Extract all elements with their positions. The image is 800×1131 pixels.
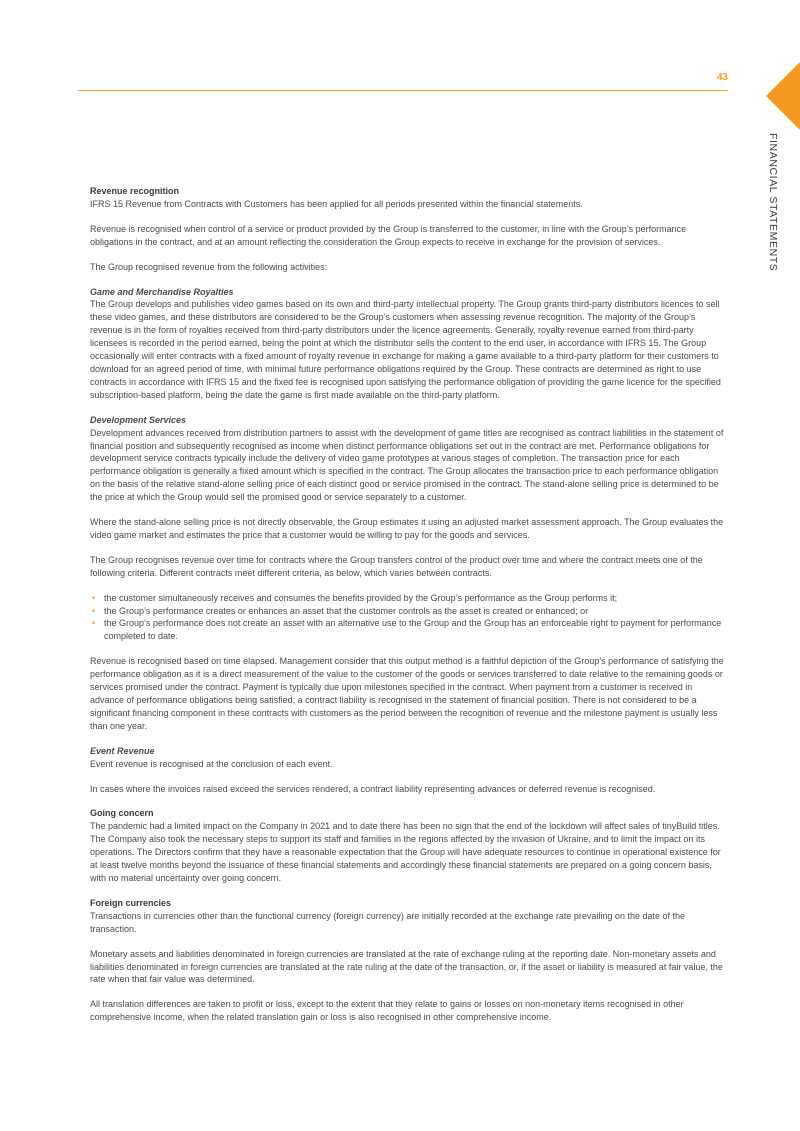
corner-flag-icon: [766, 62, 800, 130]
document-body: [90, 185, 728, 1036]
paragraph: The Group develops and publishes video games based on its own and third-party intellectual property. The Group grants third-party distributors licences to sell these video games, and these distributors are considered to be the Group’s customers when assessing revenue recognition. The majority of the Group’s revenue is in the form of royalties received from third-party distributors under the licence agreements. Generally, royalty revenue earned from third-party licensees is recorded in the period earned, being the point at which the distributor sells the content to the end user, in accordance with IFRS 15. The Group occasionally will enter contracts with a fixed amount of royalty revenue in exchange for making a game available to a third-party platform for their customers to download for an agreed period of time, with minimal future performance obligations required by the Group. These contracts are determined as right to use contracts in accordance with IFRS 15 and the fixed fee is recognised upon satisfying the performance obligation of providing the game licence for the specified subscription-based platform, being the date the game is first made available on the third-party platform.: [90, 299, 721, 400]
section-sidebar-label: FINANCIAL STATEMENTS: [767, 133, 779, 272]
paragraph: In cases where the invoices raised exceed the services rendered, a contract liability representing advances or deferred revenue is recognised.: [90, 783, 656, 794]
bullet-text: the customer simultaneously receives and consumes the benefits provided by the Group’s performance as the Group performs it;: [104, 592, 618, 603]
paragraph: Transactions in currencies other than the functional currency (foreign currency) are initially recorded at the exchange rate prevailing on the date of the transaction.: [90, 910, 685, 934]
paragraph: All translation differences are taken to profit or loss, except to the extent that they relate to gains or losses on non-monetary items recognised in other comprehensive income, when the related translation gain or loss is also recognised in other comprehensive income.: [90, 999, 684, 1023]
section-heading-foreign-currencies: Foreign currencies: [90, 897, 172, 908]
page-number: 43: [716, 72, 728, 83]
bullet-icon: •: [92, 605, 96, 616]
paragraph: Revenue is recognised based on time elapsed. Management consider that this output method is a faithful depiction of the Group’s performance of satisfying the performance obligation as it is a direct measurement of the value to the customer of the goods or services transferred to date relative to the remaining goods or services promised under the contract. Payment is typically due upon milestones specified in the contract. When payment from a customer is received in advance of performance obligations being satisfied, a contract liability is recognised in the statement of financial position. There is not considered to be a significant financing component in these contracts with customers as the period between the recognition of revenue and the milestone payment is usually less than one year.: [90, 656, 724, 731]
criteria-bullet-list: [90, 592, 728, 644]
paragraph: The Group recognises revenue over time for contracts where the Group transfers control of the product over time and where the contract meets one of the following criteria. Different contracts meet different criteria, as below, which varies between contracts.: [90, 554, 703, 578]
bullet-item: [92, 617, 728, 643]
paragraph: Revenue is recognised when control of a service or product provided by the Group is transferred to the customer, in line with the Group’s performance obligations in the contract, and at an amount reflecting the consideration the Group expects to receive in exchange for the provision of services.: [90, 223, 687, 247]
header-rule: [78, 90, 728, 91]
subheading-development-services: Development Services: [90, 414, 187, 425]
bullet-icon: •: [92, 592, 96, 603]
bullet-text: the Group’s performance creates or enhances an asset that the customer controls as the asset is created or enhanced; or: [104, 605, 589, 616]
bullet-text: the Group’s performance does not create an asset with an alternative use to the Group and the Group has an enforceable right to payment for performance completed to date.: [104, 618, 722, 642]
paragraph: The Group recognised revenue from the following activities:: [90, 261, 328, 272]
paragraph: Monetary assets and liabilities denominated in foreign currencies are translated at the rate of exchange ruling at the reporting date. Non-monetary assets and liabilities denominated in foreign currencies are translated at the rate ruling at the date of the transaction, or, if the asset or liability is measured at fair value, the rate when that fair value was determined.: [90, 948, 723, 985]
subheading-event-revenue: Event Revenue: [90, 745, 155, 756]
section-heading-revenue-recognition: Revenue recognition: [90, 186, 180, 196]
paragraph: Where the stand-alone selling price is not directly observable, the Group estimates it using an adjusted market assessment approach. The Group evaluates the video game market and estimates the price that a customer would be willing to pay for the goods and services.: [90, 517, 724, 540]
paragraph: Event revenue is recognised at the conclusion of each event.: [90, 758, 333, 769]
bullet-item: [92, 592, 728, 605]
bullet-item: [92, 605, 728, 618]
paragraph: IFRS 15 Revenue from Contracts with Customers has been applied for all periods presented within the financial statements.: [90, 198, 583, 209]
paragraph: Development advances received from distribution partners to assist with the development of game titles are recognised as contract liabilities in the statement of financial position and subsequently recognised as income when distinct performance obligations set out in the contract are met. Performance obligations for development service contracts typically include the delivery of video game prototypes at various stages of completion. The transaction price for each performance obligation is generally a fixed amount which is specified in the contract. The Group allocates the transaction price to each performance obligation on the basis of the relative stand-alone selling price of each distinct good or service promised in the contract. The stand-alone selling price is determined to be the price at which the Group would sell the promised good or service separately to a customer.: [90, 427, 724, 503]
bullet-icon: •: [92, 618, 96, 629]
paragraph: The pandemic had a limited impact on the Company in 2021 and to date there has been no sign that the end of the lockdown will affect sales of tinyBuild titles. The Company also took the necessary steps to support its staff and families in the regions affected by the invasion of Ukraine, and to limit the impact on its operations. The Directors confirm that they have a reasonable expectation that the Group will have adequate resources to continue in operational existence for at least twelve months beyond the issuance of these financial statements and accordingly these financial statements are prepared on a going concern basis, with no material uncertainty over going concern.: [90, 821, 721, 883]
section-heading-going-concern: Going concern: [90, 808, 154, 819]
subheading-game-merchandise-royalties: Game and Merchandise Royalties: [90, 286, 234, 297]
